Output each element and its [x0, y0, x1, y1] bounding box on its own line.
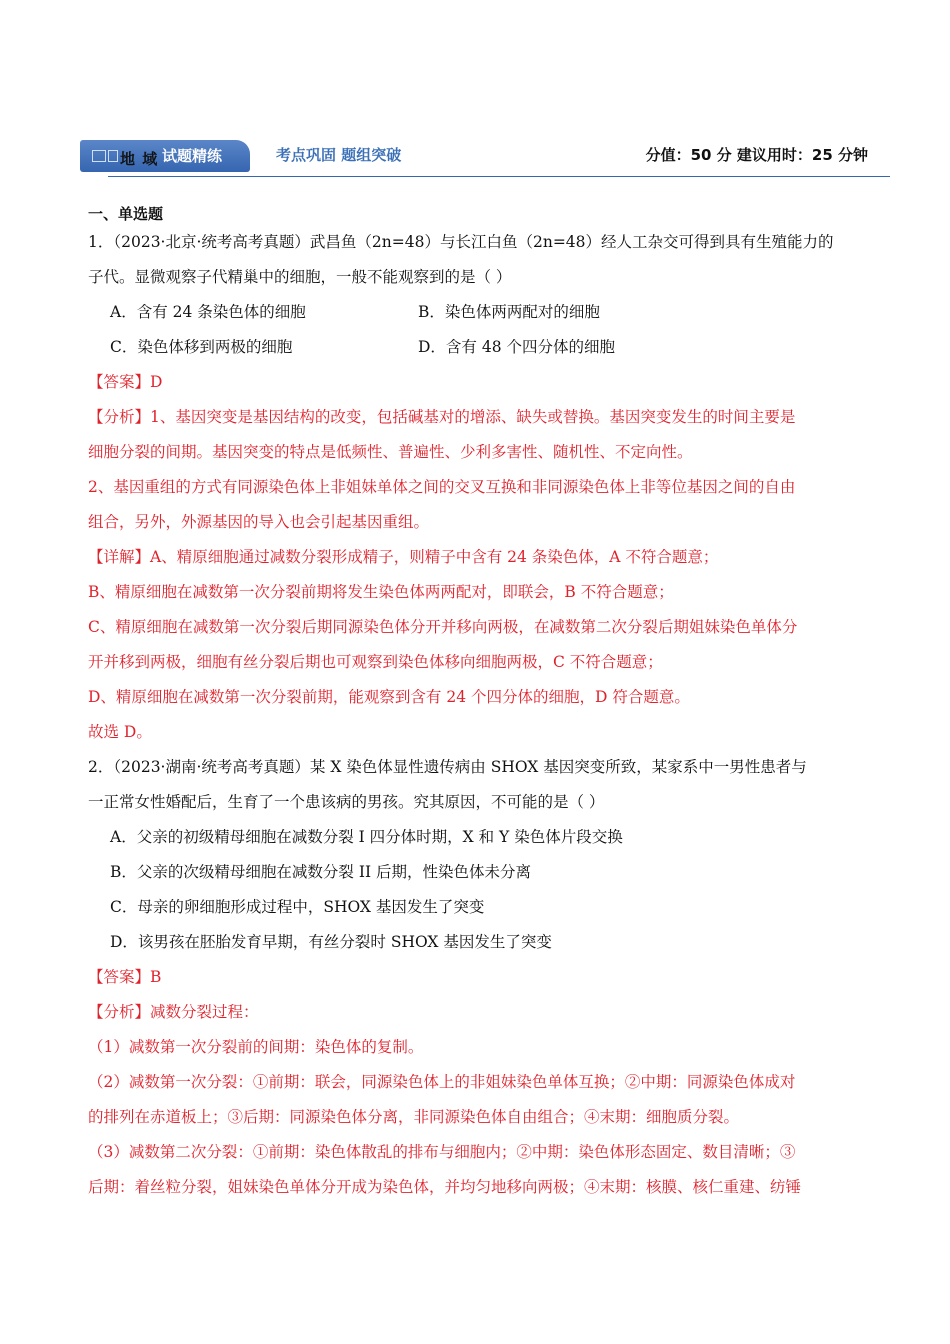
question-2	[88, 750, 868, 1205]
option-row	[88, 330, 868, 365]
window-icon	[108, 150, 118, 162]
banner-underline	[108, 176, 890, 177]
question-1	[88, 225, 868, 750]
option-d: D．该男孩在胚胎发育早期，有丝分裂时 SHOX 基因发生了突变	[110, 933, 552, 951]
detail-line: D、精原细胞在减数第一次分裂前期，能观察到含有 24 个四分体的细胞，D 符合题意。	[88, 688, 690, 706]
detail-line: 故选 D。	[88, 723, 152, 741]
option-a: A．含有 24 条染色体的细胞	[110, 303, 306, 321]
window-icon	[92, 150, 106, 162]
section-banner	[80, 140, 890, 178]
score-and-time: 分值：50 分 建议用时：25 分钟	[645, 146, 868, 164]
question-stem: 1．（2023·北京·统考高考真题）武昌鱼（2n=48）与长江白鱼（2n=48）经人工杂交可得到具有生殖能力的	[88, 233, 834, 251]
analysis-line: 的排列在赤道板上；③后期：同源染色体分离，非同源染色体自由组合；④末期：细胞质分裂。	[88, 1108, 740, 1126]
analysis-line: （3）减数第二次分裂：①前期：染色体散乱的排布与细胞内；②中期：染色体形态固定、数目清晰；③	[88, 1143, 796, 1161]
analysis-line: 【分析】减数分裂过程：	[88, 1003, 259, 1021]
question-stem: 2．（2023·湖南·统考高考真题）某 X 染色体显性遗传病由 SHOX 基因突变所致，某家系中一男性患者与	[88, 758, 807, 776]
detail-line: C、精原细胞在减数第一次分裂后期同源染色体分开并移向两极，在减数第二次分裂后期姐妹染色单体分	[88, 618, 798, 636]
option-row	[88, 295, 868, 330]
analysis-line: 后期：着丝粒分裂，姐妹染色单体分开成为染色体，并均匀地移向两极；④末期：核膜、核仁重建、纺锤	[88, 1178, 802, 1196]
detail-line: 【详解】A、精原细胞通过减数分裂形成精子，则精子中含有 24 条染色体，A 不符合题意；	[88, 548, 719, 566]
detail-line: 开并移到两极，细胞有丝分裂后期也可观察到染色体移向细胞两极，C 不符合题意；	[88, 653, 663, 671]
banner-subtitle: 考点巩固 题组突破	[276, 146, 402, 164]
analysis-line: 细胞分裂的间期。基因突变的特点是低频性、普遍性、少利多害性、随机性、不定向性。	[88, 443, 693, 461]
section-heading: 一、单选题	[88, 205, 164, 223]
answer-line: 【答案】B	[88, 968, 162, 986]
banner-tab-label: 试题精练	[162, 147, 223, 165]
option-a: A．父亲的初级精母细胞在减数分裂 I 四分体时期，X 和 Y 染色体片段交换	[110, 828, 623, 846]
option-c: C．母亲的卵细胞形成过程中，SHOX 基因发生了突变	[110, 898, 485, 916]
banner-overlay-text: 地 域	[120, 150, 159, 168]
option-c: C．染色体移到两极的细胞	[110, 338, 293, 356]
document-body	[88, 203, 868, 1205]
analysis-line: 组合，另外，外源基因的导入也会引起基因重组。	[88, 513, 430, 531]
banner-tab	[80, 140, 250, 172]
analysis-line: （2）减数第一次分裂：①前期：联会，同源染色体上的非姐妹染色单体互换；②中期：同源染色体成对	[88, 1073, 796, 1091]
analysis-line: 【分析】1、基因突变是基因结构的改变，包括碱基对的增添、缺失或替换。基因突变发生的时间主要是	[88, 408, 796, 426]
option-b: B．染色体两两配对的细胞	[418, 303, 600, 321]
analysis-line: （1）减数第一次分裂前的间期：染色体的复制。	[88, 1038, 424, 1056]
answer-line: 【答案】D	[88, 373, 163, 391]
option-d: D．含有 48 个四分体的细胞	[418, 338, 616, 356]
detail-line: B、精原细胞在减数第一次分裂前期将发生染色体两两配对，即联会，B 不符合题意；	[88, 583, 674, 601]
question-stem: 子代。显微观察子代精巢中的细胞，一般不能观察到的是（ ）	[88, 268, 512, 286]
question-stem: 一正常女性婚配后，生育了一个患该病的男孩。究其原因，不可能的是（ ）	[88, 793, 605, 811]
option-b: B．父亲的次级精母细胞在减数分裂 II 后期，性染色体未分离	[110, 863, 531, 881]
analysis-line: 2、基因重组的方式有同源染色体上非姐妹单体之间的交叉互换和非同源染色体上非等位基因之间的自由	[88, 478, 796, 496]
